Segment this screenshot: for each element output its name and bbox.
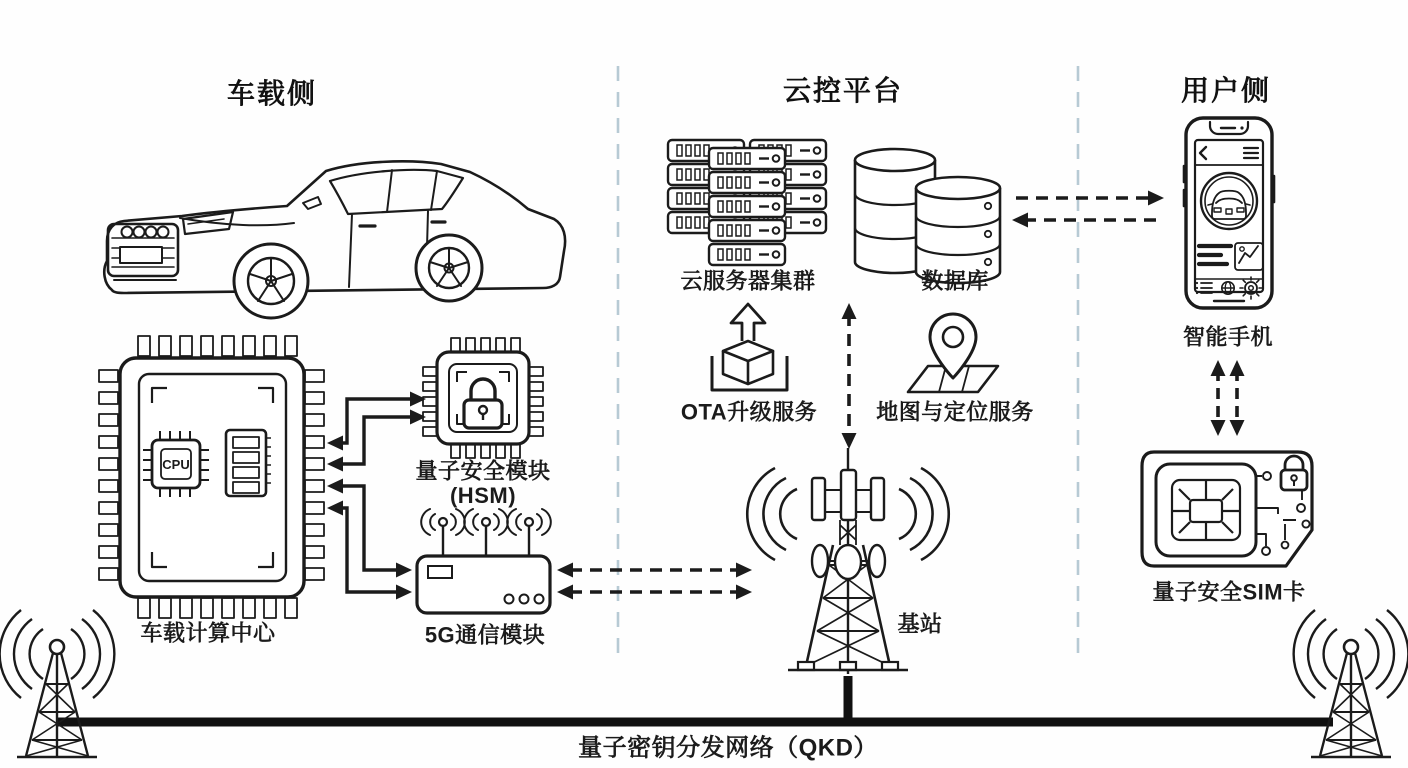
sim-lock-icon — [1142, 452, 1312, 566]
qkd-backbone-line — [58, 676, 1333, 722]
car-rear-wheel — [416, 235, 482, 301]
cpu-label: CPU — [162, 457, 190, 472]
label-map-service: 地图与定位服务 — [876, 399, 1034, 425]
label-hsm-line1: 量子安全模块 — [415, 458, 551, 484]
map-pin-icon — [908, 314, 998, 392]
connector-arrows-solid — [333, 399, 419, 592]
router-antenna-icon — [417, 509, 551, 613]
cell-tower-icon — [747, 448, 949, 674]
server-rack-icon — [668, 140, 826, 265]
label-server-cluster: 云服务器集群 — [680, 268, 816, 294]
label-ota: OTA升级服务 — [680, 399, 818, 425]
section-title-cloud: 云控平台 — [782, 75, 904, 106]
label-computing-center: 车载计算中心 — [140, 620, 276, 646]
package-up-arrow-icon — [712, 304, 787, 390]
label-hsm-line2: (HSM) — [449, 483, 517, 508]
qkd-tower-left — [0, 610, 114, 757]
label-sim-card: 量子安全SIM卡 — [1152, 579, 1306, 605]
secure-chip-lock-icon — [423, 338, 543, 458]
phone-car-app-icon — [1184, 118, 1274, 308]
car-sedan-icon — [104, 161, 565, 318]
qkd-tower-right — [1294, 610, 1408, 757]
link-5g-basestation — [570, 570, 738, 592]
link-database-phone — [1016, 198, 1160, 220]
label-smartphone: 智能手机 — [1182, 324, 1274, 350]
soc-chip-icon — [99, 336, 324, 618]
label-database: 数据库 — [921, 268, 989, 294]
label-base-station: 基站 — [897, 611, 943, 637]
label-qkd-network: 量子密钥分发网络（QKD） — [578, 734, 878, 762]
cpu-die-icon — [143, 431, 209, 497]
car-front-wheel — [234, 244, 308, 318]
section-title-user: 用户侧 — [1180, 75, 1272, 106]
label-5g-module: 5G通信模块 — [424, 622, 546, 648]
database-cylinder-icon — [855, 149, 1000, 283]
section-title-vehicle: 车载侧 — [226, 78, 318, 109]
link-phone-sim — [1218, 370, 1237, 426]
